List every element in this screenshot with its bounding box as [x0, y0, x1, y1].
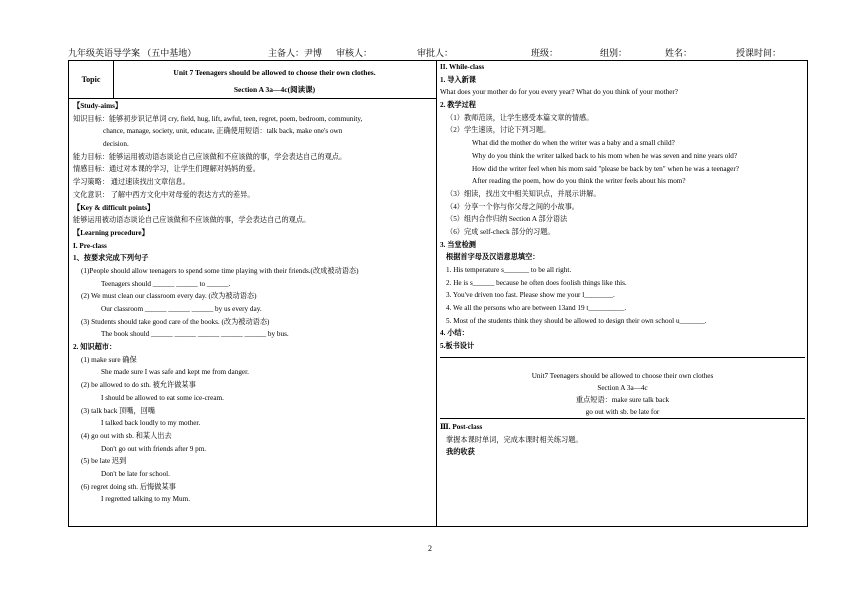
- right-top-line: 1. 导入新课: [440, 75, 476, 84]
- left-line: chance, manage, society, unit, educate, 正确使用短语：talk back, make one's own: [103, 127, 343, 136]
- page-header: [68, 46, 808, 60]
- topic-title: [113, 64, 436, 98]
- left-line: 【Key & difficult points】: [73, 203, 155, 212]
- worksheet-title: 九年级英语导学案 （五中基地）: [68, 48, 197, 58]
- right-top-line: 2. 教学过程: [440, 101, 476, 110]
- right-top-line: （3）细读，找出文中相关知识点，并展示讲解。: [446, 189, 601, 198]
- class-label: 班级：: [531, 48, 559, 58]
- left-line: 【Study-aims】: [73, 102, 123, 110]
- right-bottom-line: Ⅲ. Post-class: [440, 422, 483, 431]
- right-column-bottom: [440, 421, 805, 459]
- right-bottom-line: 我的收获: [446, 448, 475, 457]
- right-top-line: What does your mother do for you every year? What do you think of your mother?: [440, 88, 678, 97]
- left-line: (3) talk back 顶嘴，回嘴: [81, 406, 156, 415]
- left-line: (1) make sure 确保: [81, 355, 137, 364]
- left-line: 文化意识： 了解中西方文化中对母爱的表达方式的差异。: [73, 190, 255, 199]
- right-bottom-line: 掌握本课时单词，完成本课时相关练习题。: [446, 435, 583, 444]
- topic-label: Topic: [69, 61, 114, 98]
- name-label: 姓名：: [665, 48, 693, 58]
- right-top-line: 4. 小结：: [440, 329, 469, 338]
- left-line: (4) go out with sb. 和某人出去: [81, 431, 172, 440]
- left-line: (1)People should allow teenagers to spend some time playing with their friends.(改成被动语态): [81, 266, 359, 275]
- left-line: 知识目标：能够初步识记单词 cry, field, hug, lift, awful, teen, regret, poem, bedroom, community,: [73, 114, 363, 123]
- left-line: (2) be allowed to do sth. 被允许做某事: [81, 381, 196, 390]
- right-top-line: （6）完成 self-check 部分的习题。: [446, 227, 555, 236]
- right-top-line: 根据首字母及汉语意思填空：: [446, 253, 540, 262]
- right-top-line: 5. Most of the students think they should be allowed to design their own school u_______.: [446, 316, 707, 325]
- right-top-line: How did the writer feel when his mom said "please be back by ten" when he was a teenager?: [472, 164, 739, 173]
- left-line: 学习策略： 通过速读找出文章信息。: [73, 178, 190, 187]
- right-top-line: 3. 当堂检测: [440, 240, 476, 249]
- column-divider: [436, 61, 437, 526]
- right-top-line: （5）组内合作归纳 Section A 部分语法: [446, 215, 568, 224]
- left-line: Don't go out with friends after 9 pm.: [101, 444, 207, 453]
- left-line: I should be allowed to eat some ice-cream.: [101, 393, 224, 402]
- left-line: She made sure I was safe and kept me from danger.: [101, 368, 249, 377]
- right-top-line: II. While-class: [440, 63, 485, 71]
- right-top-line: After reading the poem, how do you think the writer feels about his mom?: [472, 177, 686, 186]
- left-line: (6) regret doing sth. 后悔做某事: [81, 482, 176, 491]
- left-line: 能够运用被动语态谈论自己应该做和不应该做的事，学会表达自己的观点。: [73, 216, 311, 225]
- right-top-line: 1. His temperature s_______ to be all right.: [446, 266, 572, 274]
- left-line: (3) Students should take good care of the books. (改为被动语态): [81, 317, 270, 326]
- blackboard-design: [440, 357, 805, 419]
- topic-title-line1: Unit 7 Teenagers should be allowed to choose their own clothes.: [173, 68, 376, 77]
- left-line: (2) We must clean our classroom every day. (改为被动语态): [81, 292, 257, 301]
- left-column: [73, 100, 433, 506]
- right-top-line: 4. We all the persons who are between 13and 19 t__________.: [446, 304, 627, 313]
- right-top-line: （2）学生速读，讨论下列习题。: [446, 126, 551, 135]
- left-line: 【Learning procedure】: [73, 228, 149, 237]
- board-line1: Unit7 Teenagers should be allowed to choose their own clothes: [531, 371, 714, 380]
- left-line: I regretted talking to my Mum.: [101, 495, 191, 504]
- group-label: 组别：: [600, 48, 628, 58]
- right-column-top: [440, 61, 805, 353]
- left-line: 情感目标：通过对本课的学习，让学生们理解对妈妈的爱。: [73, 165, 260, 174]
- left-line: decision.: [103, 140, 129, 149]
- left-line: Teenagers should ______ ______ to ______.: [101, 279, 231, 288]
- right-top-line: 3. You've driven too fast. Please show me your l________.: [446, 291, 615, 300]
- right-top-line: What did the mother do when the writer was a baby and a small child?: [472, 139, 675, 148]
- worksheet-table: [68, 60, 808, 527]
- right-top-line: 2. He is s______ because he often does foolish things like this.: [446, 278, 627, 287]
- left-line: 能力目标：能够运用被动语态谈论自己应该做和不应该做的事，学会表达自己的观点。: [73, 152, 347, 161]
- left-line: 2. 知识超市：: [73, 343, 117, 352]
- reviewer-label: 审核人：: [336, 48, 373, 58]
- left-line: I. Pre-class: [73, 241, 107, 250]
- preparer-label: 主备人：尹博: [268, 48, 323, 58]
- right-top-line: （1）教师范读，让学生感受本篇文章的情感。: [446, 113, 594, 122]
- right-column: [440, 61, 805, 459]
- left-line: I talked back loudly to my mother.: [101, 419, 201, 428]
- topic-title-line2: Section A 3a—4c(阅读课): [233, 85, 316, 94]
- left-line: 1、按要求完成下列句子: [73, 254, 149, 263]
- board-line4: go out with sb. be late for: [585, 407, 660, 416]
- board-line2: Section A 3a—4c: [597, 383, 648, 392]
- time-label: 授课时间：: [736, 48, 782, 58]
- left-line: Don't be late for school.: [101, 469, 170, 478]
- board-line3: 重点短语：make sure talk back: [575, 395, 670, 404]
- left-line: (5) be late 迟到: [81, 457, 127, 466]
- approver-label: 审批人：: [417, 48, 454, 58]
- right-top-line: （4）分享一个你与你父母之间的小故事。: [446, 202, 579, 211]
- topic-row: [69, 61, 436, 99]
- left-line: The book should ______ ______ ______ ______ ______ by bus.: [101, 330, 289, 339]
- right-top-line: Why do you think the writer talked back to his mom when he was seven and nine years old?: [472, 151, 738, 160]
- right-top-line: 5.板书设计: [440, 342, 475, 351]
- left-line: Our classroom ______ ______ ______ by us every day.: [101, 305, 262, 314]
- page-number: 2: [428, 544, 432, 553]
